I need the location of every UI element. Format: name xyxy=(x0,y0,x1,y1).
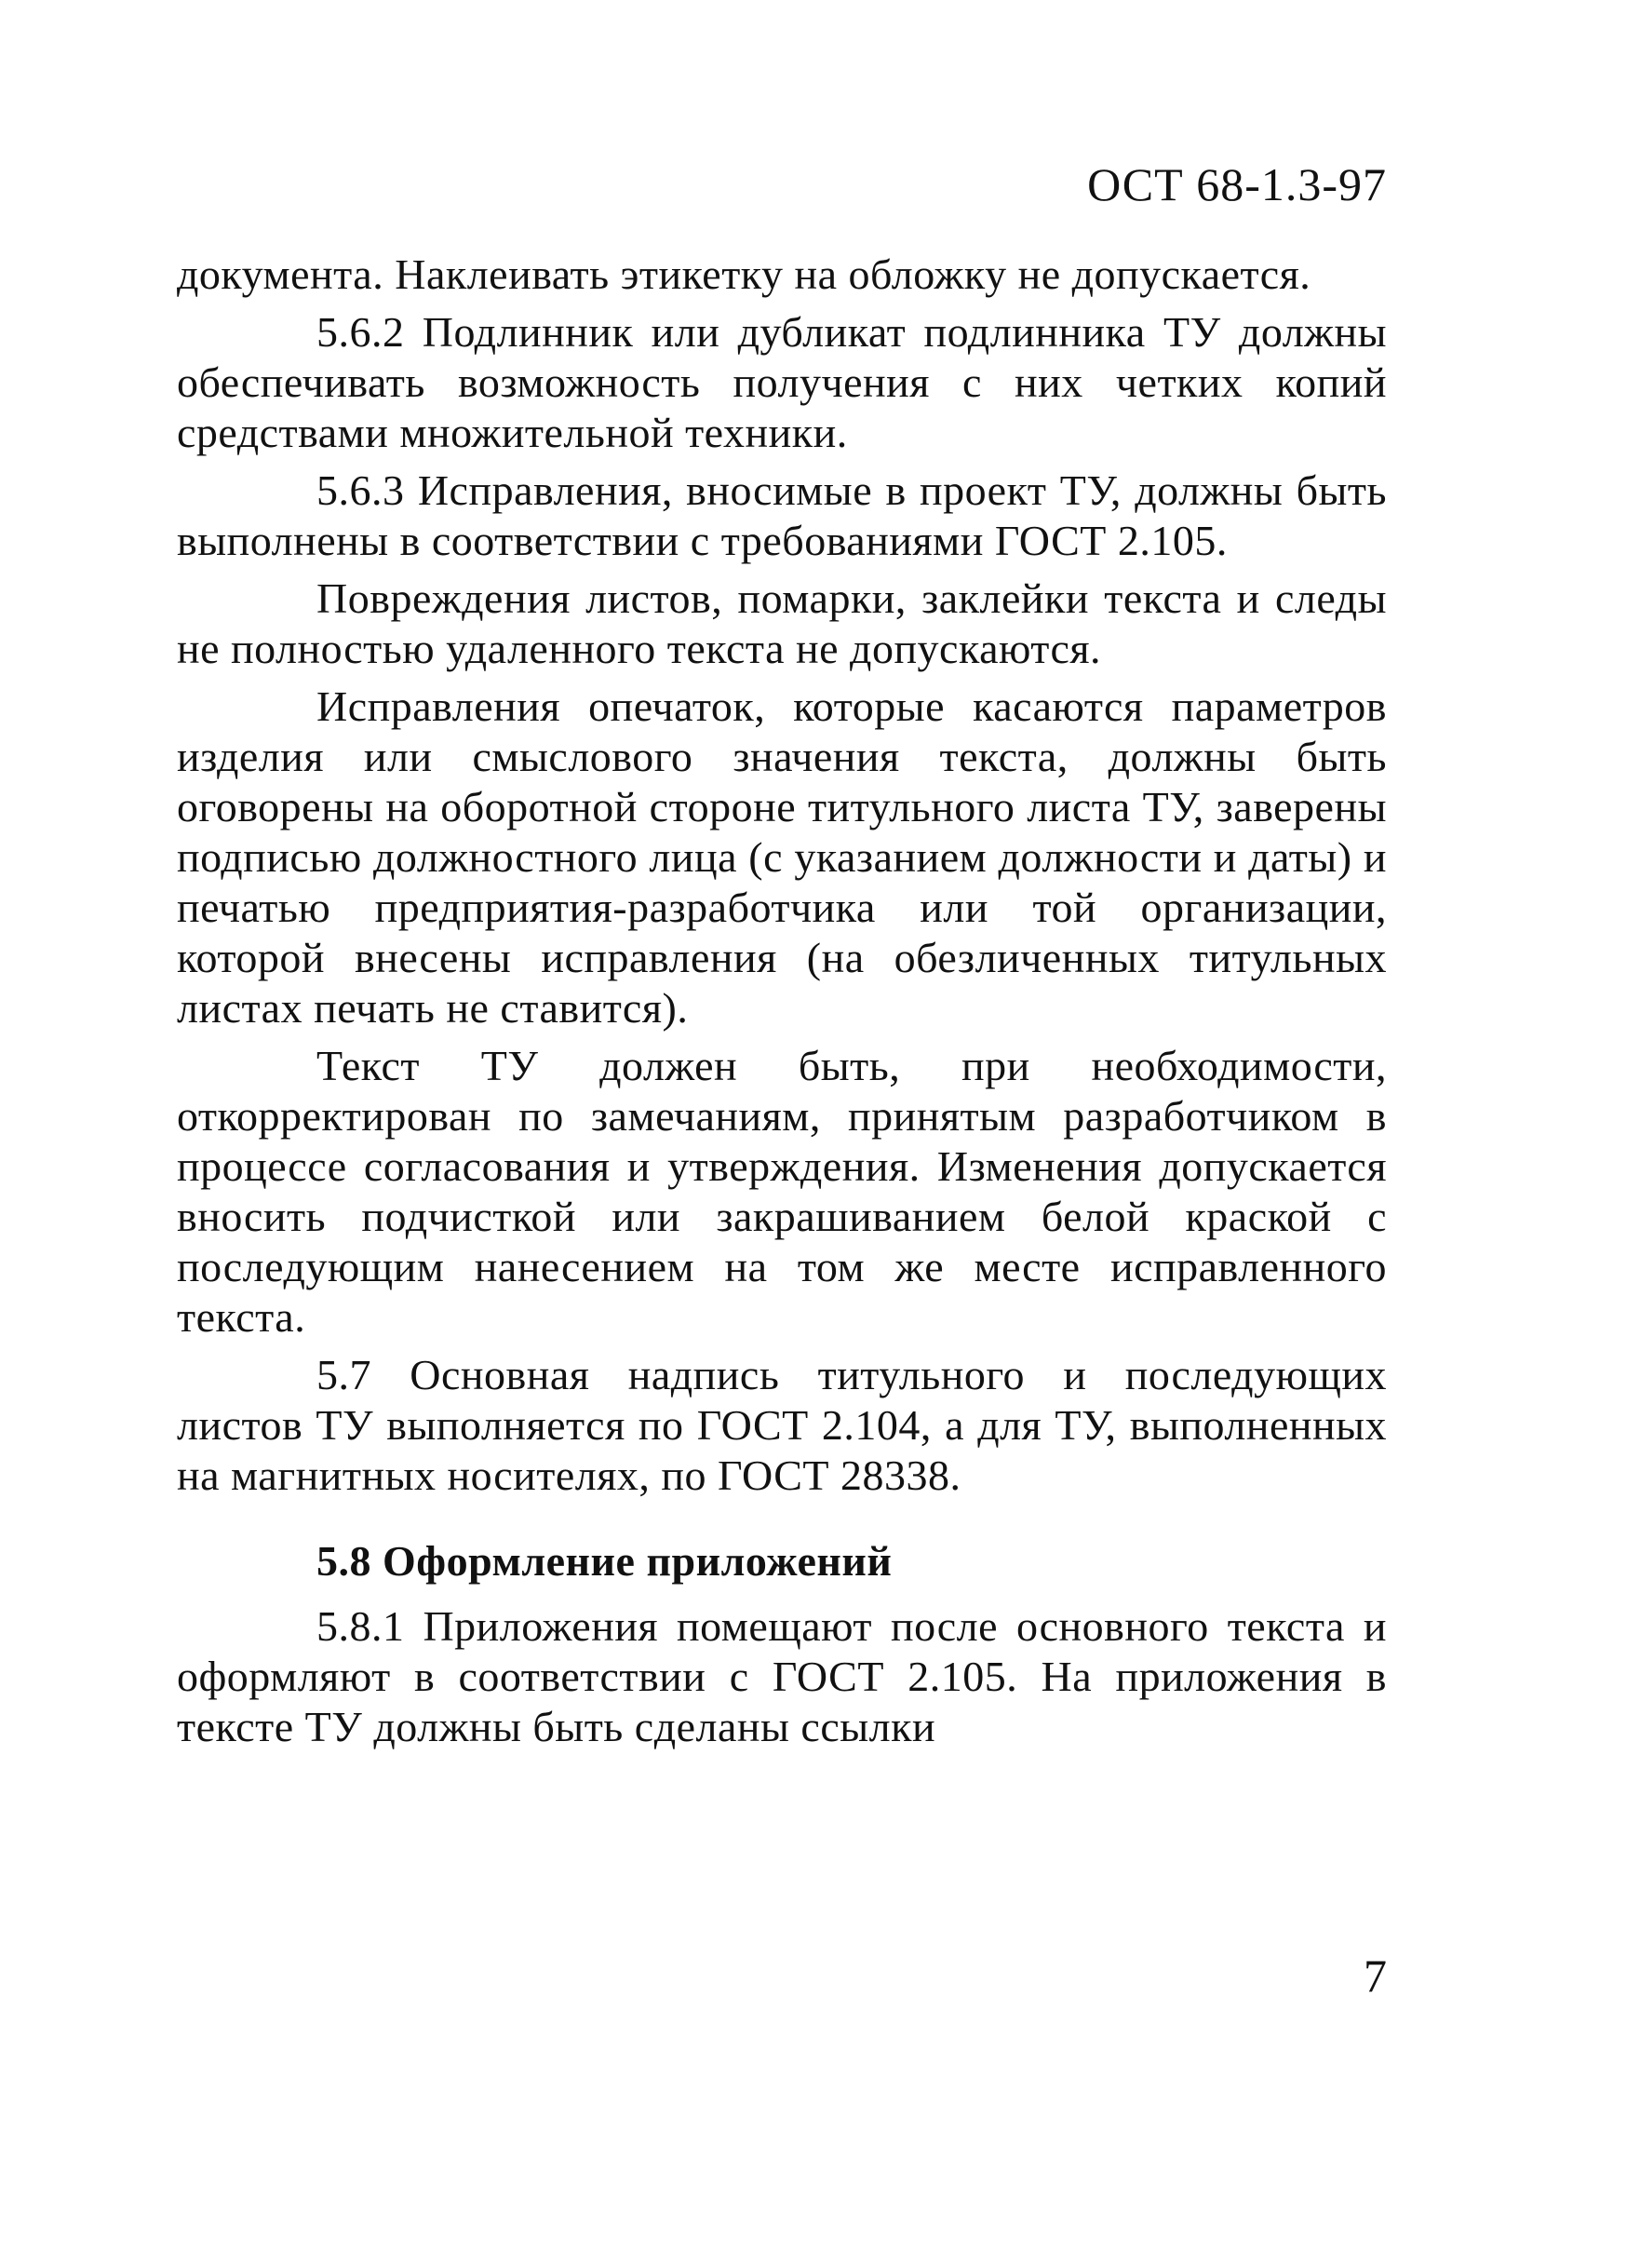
paragraph-5-7: 5.7 Основная надпись титульного и последующих листов ТУ выполняется по ГОСТ 2.104, а для ТУ, выполненных на магнитных носителях, по ГОСТ 28338. xyxy=(177,1351,1387,1499)
paragraph-typo-corrections: Исправления опечаток, которые касаются параметров изделия или смыслового значения текста, должны быть оговорены на оборотной стороне титульного листа ТУ, заверены подписью должностного лица (с указанием должности и даты) и печатью предприятия-разработчика или той организации, которой внесены исправления (на обезличенных титульных листах печать не ставится). xyxy=(177,682,1387,1032)
section-heading-5-8: 5.8 Оформление приложений xyxy=(316,1537,893,1585)
paragraph-5-6-2: 5.6.2 Подлинник или дубликат подлинника ТУ должны обеспечивать возможность получения с них четких копий средствами множительной техники. xyxy=(177,308,1387,456)
document-code-header: ОСТ 68-1.3-97 xyxy=(1087,158,1387,210)
paragraph-continuation: документа. Наклеивать этикетку на обложку не допускается. xyxy=(177,250,1311,298)
paragraph-5-8-1: 5.8.1 Приложения помещают после основного текста и оформляют в соответствии с ГОСТ 2.105. На приложения в тексте ТУ должны быть сделаны ссылки xyxy=(177,1602,1387,1750)
page-number: 7 xyxy=(1364,1950,1387,2002)
document-body xyxy=(177,250,1387,1760)
paragraph-text-correction: Текст ТУ должен быть, при необходимости, откорректирован по замечаниям, принятым разработчиком в процессе согласования и утверждения. Изменения допускается вносить подчисткой или закрашиванием белой краской с последующим нанесением на том же месте исправленного текста. xyxy=(177,1042,1387,1341)
paragraph-5-6-3: 5.6.3 Исправления, вносимые в проект ТУ, должны быть выполнены в соответствии с требованиями ГОСТ 2.105. xyxy=(177,466,1387,564)
paragraph-damage: Повреждения листов, помарки, заклейки текста и следы не полностью удаленного текста не допускаются. xyxy=(177,574,1387,672)
